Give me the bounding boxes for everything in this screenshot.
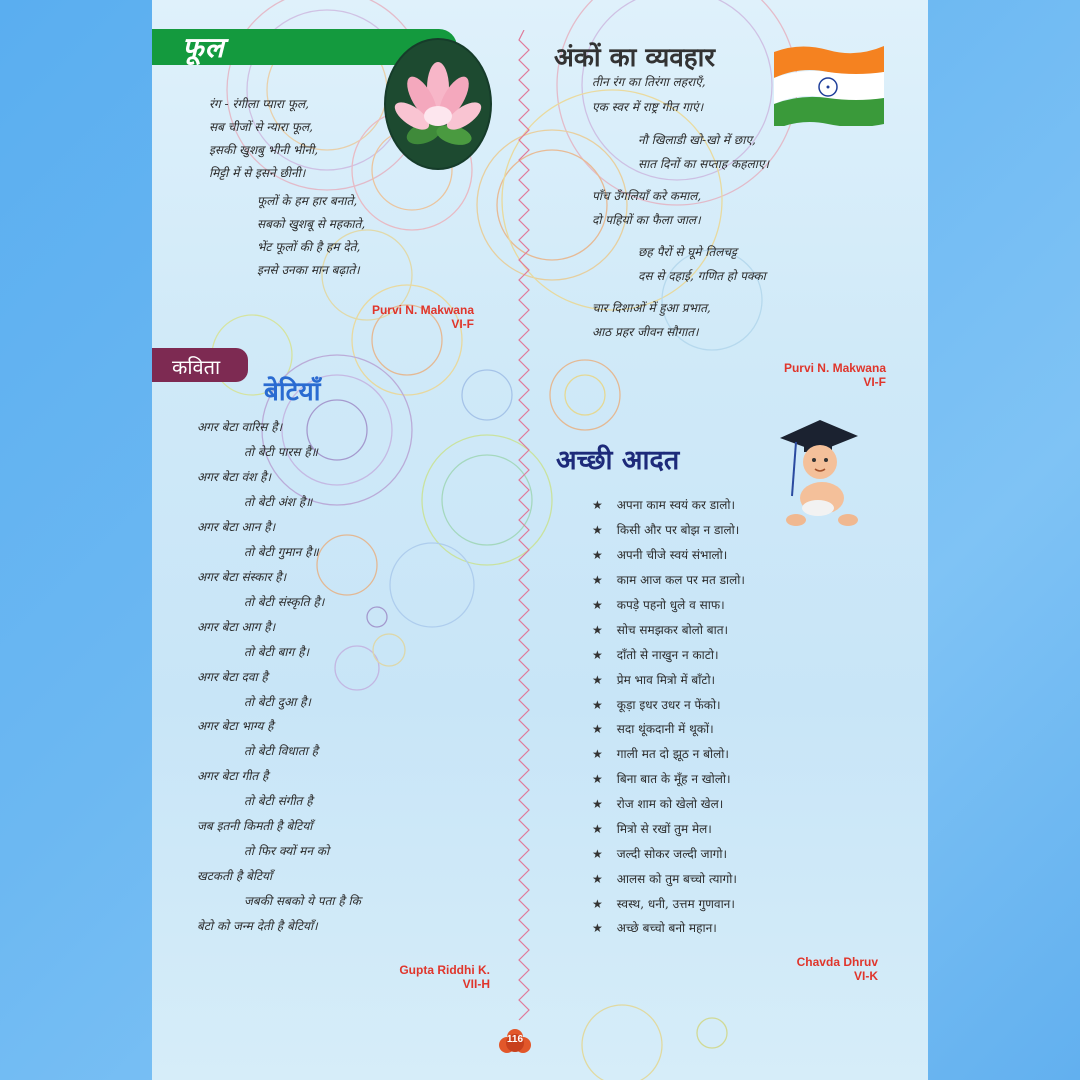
aadat-item: ★ जल्दी सोकर जल्दी जागो।	[592, 847, 728, 861]
betiyan-line: तो बेटी विधाता है	[244, 744, 318, 758]
aadat-item: ★ कूड़ा इधर उधर न फेंको।	[592, 698, 721, 712]
anko-line: सात दिनों का सप्ताह कहलाए।	[638, 157, 770, 171]
betiyan-credit	[340, 963, 490, 991]
aadat-item: ★ आलस को तुम बच्चो त्यागो।	[592, 872, 737, 886]
betiyan-line: तो बेटी संगीत है	[244, 794, 313, 808]
aadat-item: ★ काम आज कल पर मत डालो।	[592, 573, 745, 587]
star-bullet-icon: ★	[592, 498, 603, 512]
phool-title: फूल	[182, 31, 225, 64]
betiyan-author: Gupta Riddhi K.	[399, 963, 490, 977]
star-bullet-icon: ★	[592, 747, 603, 761]
star-bullet-icon: ★	[592, 523, 603, 537]
star-bullet-icon: ★	[592, 872, 603, 886]
betiyan-line: अगर बेटा आन है।	[197, 520, 276, 534]
betiyan-line: तो बेटी संस्कृति है।	[244, 595, 325, 609]
betiyan-line: तो बेटी बाग है।	[244, 645, 310, 659]
aadat-item: ★ स्वस्थ, धनी, उत्तम गुणवान।	[592, 897, 735, 911]
star-bullet-icon: ★	[592, 623, 603, 637]
phool-line: रंग - रंगीला प्यारा फूल,	[209, 97, 309, 111]
phool-line: भेंट फूलों की है हम देते,	[257, 240, 361, 254]
betiyan-line: अगर बेटा गीत है	[197, 769, 269, 783]
indian-flag-illustration	[770, 40, 888, 126]
betiyan-line: अगर बेटा संस्कार है।	[197, 570, 287, 584]
betiyan-class: VII-H	[462, 977, 490, 991]
anko-line: दो पहियों का फैला जाल।	[592, 213, 701, 227]
star-bullet-icon: ★	[592, 822, 603, 836]
betiyan-line: बेटो को जन्म देती है बेटियाँ।	[197, 919, 318, 933]
aadat-item: ★ गाली मत दो झूठ न बोलो।	[592, 747, 729, 761]
aadat-item: ★ किसी और पर बोझ न डालो।	[592, 523, 740, 537]
betiyan-line: तो बेटी गुमान है॥	[244, 545, 319, 559]
betiyan-line: अगर बेटा दवा है	[197, 670, 268, 684]
aadat-class: VI-K	[854, 969, 878, 983]
anko-line: चार दिशाओं में हुआ प्रभात,	[592, 301, 711, 315]
phool-line: इनसे उनका मान बढ़ाते।	[257, 263, 360, 277]
phool-class: VI-F	[451, 317, 474, 331]
betiyan-line: तो फिर क्यों मन को	[244, 844, 330, 858]
aadat-item: ★ अपना काम स्वयं कर डालो।	[592, 498, 736, 512]
star-bullet-icon: ★	[592, 598, 603, 612]
star-bullet-icon: ★	[592, 648, 603, 662]
star-bullet-icon: ★	[592, 722, 603, 736]
star-bullet-icon: ★	[592, 698, 603, 712]
aadat-item: ★ सोच समझकर बोलो बात।	[592, 623, 729, 637]
betiyan-title: बेटियाँ	[264, 377, 321, 407]
star-bullet-icon: ★	[592, 573, 603, 587]
betiyan-line: अगर बेटा भाग्य है	[197, 719, 274, 733]
star-bullet-icon: ★	[592, 772, 603, 786]
anko-title: अंकों का व्यवहार	[554, 43, 715, 73]
betiyan-line: अगर बेटा आग है।	[197, 620, 276, 634]
anko-class: VI-F	[863, 375, 886, 389]
aadat-item: ★ सदा थूंकदानी में थूकों।	[592, 722, 714, 736]
aadat-item: ★ रोज शाम को खेलो खेल।	[592, 797, 724, 811]
anko-line: छह पैरों से घूमे तिलचट्ट	[638, 245, 737, 259]
lotus-illustration	[384, 38, 492, 170]
phool-line: सबको खुशबू से महकाते,	[257, 217, 366, 231]
betiyan-line: तो बेटी पारस है॥	[244, 445, 318, 459]
phool-line: इसकी खुशबु भीनी भीनी,	[209, 143, 319, 157]
betiyan-line: जबकी सबको ये पता है कि	[244, 894, 361, 908]
betiyan-line: अगर बेटा वंश है।	[197, 470, 272, 484]
aadat-item: ★ प्रेम भाव मित्रो में बाँटो।	[592, 673, 716, 687]
kavita-label: कविता	[172, 355, 221, 379]
star-bullet-icon: ★	[592, 797, 603, 811]
betiyan-line: तो बेटी अंश है॥	[244, 495, 313, 509]
aadat-item: ★ बिना बात के मूँह न खोलो।	[592, 772, 731, 786]
aadat-item: ★ मित्रो से रखों तुम मेल।	[592, 822, 712, 836]
page-number: 116	[506, 1034, 524, 1045]
star-bullet-icon: ★	[592, 897, 603, 911]
baby-graduate-illustration	[776, 416, 866, 532]
anko-line: आठ प्रहर जीवन सौगात।	[592, 325, 699, 339]
aadat-item: ★ अपनी चीजे स्वयं संभालो।	[592, 548, 728, 562]
anko-credit	[712, 361, 886, 389]
aadat-item: ★ कपड़े पहनो धुले व साफ।	[592, 598, 725, 612]
star-bullet-icon: ★	[592, 673, 603, 687]
phool-line: मिट्टी में से इसने छीनी।	[209, 166, 306, 180]
aadat-author: Chavda Dhruv	[796, 955, 878, 969]
star-bullet-icon: ★	[592, 847, 603, 861]
betiyan-line: जब इतनी किमती है बेटियाँ	[197, 819, 313, 833]
phool-author: Purvi N. Makwana	[371, 303, 474, 317]
anko-line: दस से दहाई, गणित हो पक्का	[638, 269, 766, 283]
aadat-item: ★ अच्छे बच्चो बनो महान।	[592, 921, 717, 935]
page-divider-zigzag	[517, 30, 531, 1040]
aadat-title: अच्छी आदत	[556, 445, 680, 476]
anko-line: तीन रंग का तिरंगा लहराएँ,	[592, 75, 706, 89]
phool-line: सब चीजों से न्यारा फूल,	[209, 120, 313, 134]
betiyan-line: खटकती है बेटियाँ	[197, 869, 273, 883]
anko-line: एक स्वर में राष्ट्र गीत गाएं।	[592, 100, 704, 114]
star-bullet-icon: ★	[592, 548, 603, 562]
aadat-item: ★ दाँतो से नाखुन न काटो।	[592, 648, 719, 662]
anko-line: पाँच उँगलियाँ करे कमाल,	[592, 189, 702, 203]
anko-author: Purvi N. Makwana	[783, 361, 886, 375]
phool-credit	[302, 303, 474, 331]
star-bullet-icon: ★	[592, 921, 603, 935]
betiyan-line: तो बेटी दुआ है।	[244, 695, 311, 709]
phool-line: फूलों के हम हार बनाते,	[257, 194, 358, 208]
aadat-credit	[732, 955, 878, 983]
betiyan-line: अगर बेटा वारिस है।	[197, 420, 283, 434]
anko-line: नौ खिलाडी खो-खो में छाए,	[638, 133, 756, 147]
magazine-page	[152, 0, 928, 1080]
